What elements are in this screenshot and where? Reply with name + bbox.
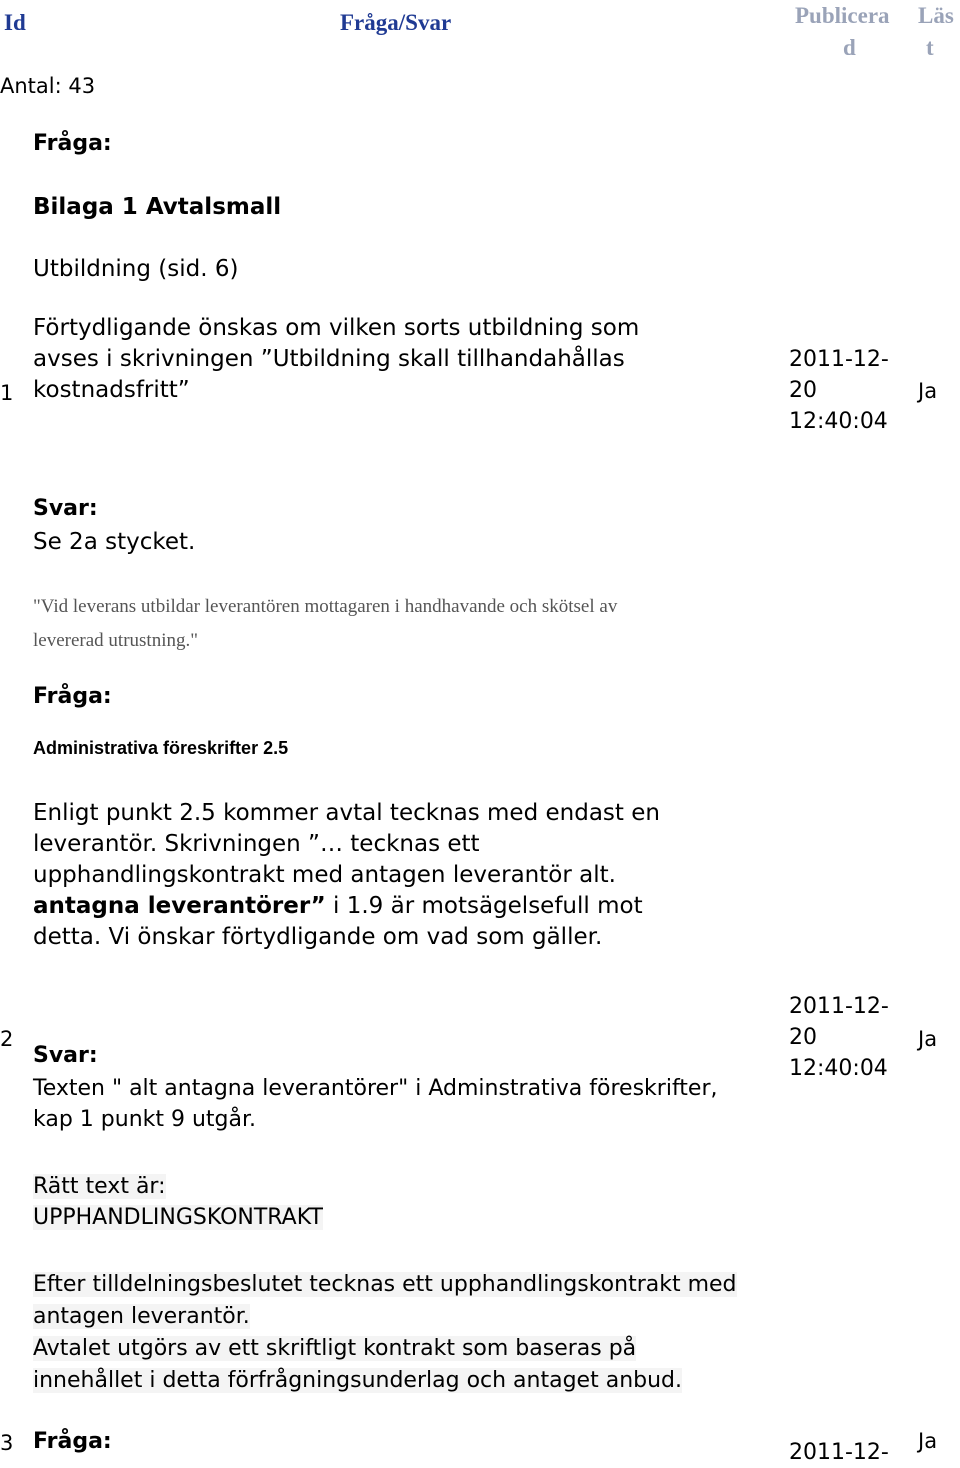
read-status: Ja	[918, 379, 938, 403]
question-line: leverantör. Skrivningen ”… tecknas ett	[33, 831, 480, 857]
correct-value: UPPHANDLINGSKONTRAKT	[33, 1205, 323, 1230]
question-subtitle: Utbildning (sid. 6)	[33, 256, 239, 282]
published-date: 2011-12- 20 12:40:04	[789, 994, 889, 1081]
read-status: Ja	[918, 1027, 938, 1051]
question-title: Bilaga 1 Avtalsmall	[33, 194, 282, 220]
answer-extra-text: Efter tilldelningsbeslutet tecknas ett upphandlingskontrakt med antagen leverantör. Avtalet utgörs av ett skriftligt kontrakt som baseras på innehållet i detta förfrågningsunderlag och antaget anbud.	[33, 1272, 737, 1393]
answer-correct-text	[33, 1171, 323, 1233]
entry-id: 2	[0, 1027, 14, 1051]
published-date: 2011-12- 20 12:40:04	[789, 347, 889, 434]
question-text	[33, 313, 639, 406]
question-line: Enligt punkt 2.5 kommer avtal tecknas med endast en	[33, 800, 660, 826]
read-status: Ja	[918, 1429, 938, 1453]
answer-label: Svar:	[33, 496, 98, 521]
count-label: Antal: 43	[0, 74, 96, 98]
question-title: Administrativa föreskrifter 2.5	[33, 738, 289, 758]
question-line: Förtydligande önskas om vilken sorts utbildning som	[33, 315, 640, 341]
answer-label: Svar:	[33, 1043, 98, 1068]
question-line: upphandlingskontrakt med antagen leverantör alt.	[33, 862, 616, 888]
question-line: kostnadsfritt”	[33, 377, 190, 403]
correct-label: Rätt text är:	[33, 1174, 166, 1199]
answer-text: Se 2a stycket.	[33, 529, 196, 555]
answer-quote: "Vid leverans utbildar leverantören mottagaren i handhavande och skötsel av levererad utrustning."	[33, 596, 618, 651]
question-label: Fråga:	[33, 131, 112, 156]
column-header-id: Id	[4, 10, 26, 35]
entry-id: 1	[0, 381, 14, 405]
question-label: Fråga:	[33, 1429, 112, 1454]
question-text	[33, 798, 660, 953]
answer-text: Texten " alt antagna leverantörer" i Adminstrativa föreskrifter, kap 1 punkt 9 utgår.	[33, 1076, 718, 1132]
column-header-question-answer: Fråga/Svar	[340, 10, 452, 35]
column-header-published: Publicera d	[795, 3, 890, 60]
question-line: detta. Vi önskar förtydligande om vad som gäller.	[33, 924, 603, 950]
question-label: Fråga:	[33, 684, 112, 709]
published-date: 2011-12-	[789, 1440, 889, 1465]
question-line: antagna leverantörer” i 1.9 är motsägelsefull mot	[33, 893, 643, 919]
question-emphasis: antagna leverantörer”	[33, 893, 326, 919]
column-header-read: Läs t	[918, 3, 954, 60]
entry-id: 3	[0, 1431, 14, 1455]
question-line: avses i skrivningen ”Utbildning skall tillhandahållas	[33, 346, 625, 372]
